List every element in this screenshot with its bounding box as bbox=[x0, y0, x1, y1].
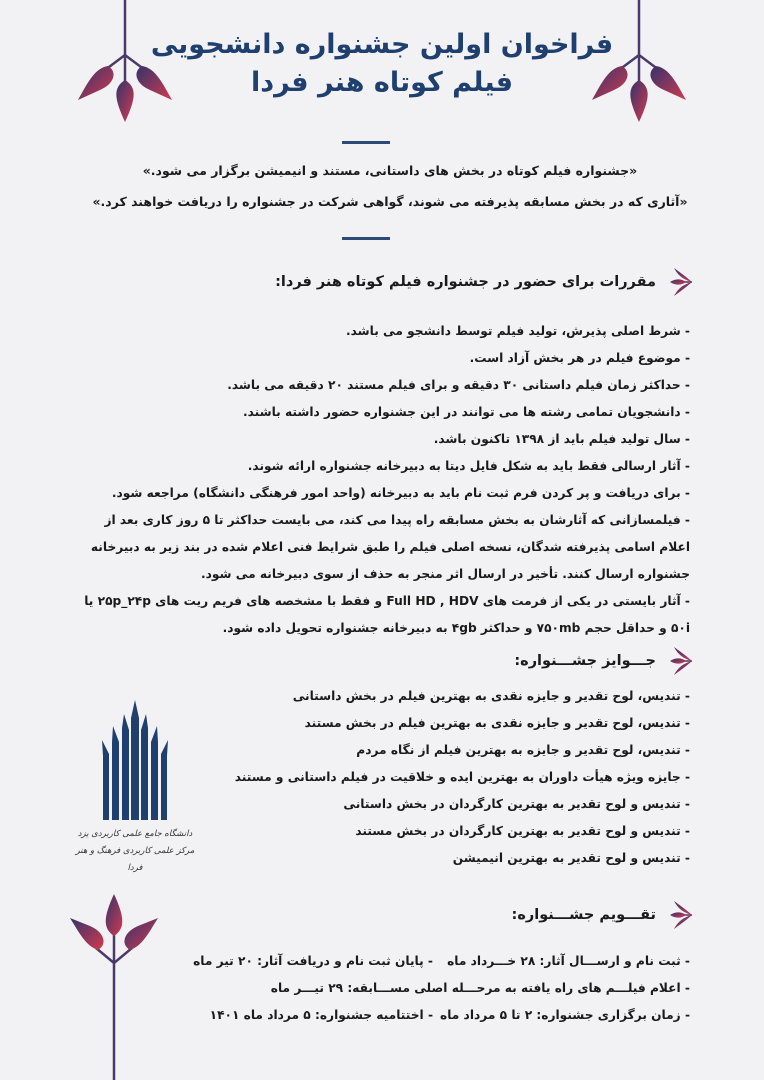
calendar-heading bbox=[512, 900, 694, 930]
calendar-heading-text: تقـــویم جشـــنواره: bbox=[511, 907, 656, 923]
divider-top bbox=[342, 141, 390, 144]
calendar-row bbox=[193, 975, 690, 1002]
calendar-row bbox=[193, 948, 690, 975]
rule-item: - آثار ارسالی فقط باید به شکل فایل دیتا به دبیرخانه جشنواره ارائه شوند. bbox=[247, 459, 690, 473]
prize-item: - تندیس، لوح تقدیر و جایزه نقدی به بهترین فیلم در بخش مستند bbox=[304, 716, 690, 730]
intro-text bbox=[80, 155, 700, 217]
rule-item: - آثار بایستی در یکی از فرمت های Full HD , HDV و فقط با مشخصه های فریم ریت های ۲۵p_۲۴p یا ۵۰i و حداقل حجم ۷۵۰mb و حداکثر ۴gb به دبیرخانه جشنواره تحویل داده شود. bbox=[84, 594, 690, 635]
leaf-bullet-icon bbox=[668, 646, 694, 676]
rule-item: - موضوع فیلم در هر بخش آزاد است. bbox=[469, 351, 690, 365]
leaf-bullet-icon bbox=[668, 900, 694, 930]
title-line-1: فراخوان اولین جشنواره دانشجویی bbox=[150, 29, 614, 60]
page-title bbox=[150, 26, 614, 102]
calendar-entry: - پایان ثبت نام و دریافت آثار: ۲۰ تیر ماه bbox=[193, 954, 433, 968]
calendar-row bbox=[193, 1002, 690, 1029]
intro-line-2: «آثاری که در بخش مسابقه پذیرفته می شوند، گواهی شرکت در جشنواره را دریافت خواهند کرد.» bbox=[92, 194, 688, 209]
rule-item: - حداکثر زمان فیلم داستانی ۳۰ دقیقه و برای فیلم مستند ۲۰ دقیقه می باشد. bbox=[227, 378, 690, 392]
calendar-list bbox=[193, 948, 690, 1029]
prize-item: - تندیس و لوح تقدیر به بهترین انیمیشن bbox=[452, 851, 690, 865]
rule-item: - برای دریافت و پر کردن فرم ثبت نام باید به دبیرخانه (واحد امور فرهنگی دانشگاه) مراجعه شود. bbox=[111, 486, 690, 500]
prizes-heading-text: جـــوایز جشـــنواره: bbox=[514, 653, 656, 669]
title-line-2: فیلم کوتاه هنر فردا bbox=[250, 67, 514, 98]
prize-item: - تندیس، لوح تقدیر و جایزه به بهترین فیلم از نگاه مردم bbox=[356, 743, 690, 757]
rule-item: - سال تولید فیلم باید از ۱۳۹۸ تاکنون باشد. bbox=[433, 432, 690, 446]
prize-item: - جایزه ویژه هیأت داوران به بهترین ایده و خلاقیت در فیلم داستانی و مستند bbox=[234, 770, 690, 784]
rules-heading bbox=[275, 267, 694, 297]
rule-item: - فیلمسازانی که آثارشان به بخش مسابقه راه پیدا می کند، می بایست حداکثر تا ۵ روز کاری بعد از اعلام اسامی پذیرفته شدگان، نسخه اصلی فیلم را طبق شرایط فنی اعلام شده در بند زیر به دبیرخانه جشنواره ارسال کنند. تأخیر در ارسال اثر منجر به حذف از سوی دبیرخانه می شود. bbox=[90, 513, 690, 581]
rule-item: - دانشجویان تمامی رشته ها می توانند در این جشنواره حضور داشته باشند. bbox=[242, 405, 690, 419]
logo-caption bbox=[74, 826, 196, 877]
intro-line-1: «جشنواره فیلم کوتاه در بخش های داستانی، مستند و انیمیشن برگزار می شود.» bbox=[142, 163, 638, 178]
rules-list-long bbox=[70, 507, 690, 642]
prizes-heading bbox=[514, 646, 694, 676]
prize-item: - تندیس و لوح تقدیر به بهترین کارگردان در بخش داستانی bbox=[343, 797, 690, 811]
logo-caption-line-1: دانشگاه جامع علمی کاربردی یزد bbox=[77, 829, 193, 839]
rule-item: - شرط اصلی پذیرش، تولید فیلم توسط دانشجو می باشد. bbox=[345, 324, 690, 338]
calendar-entry: - ثبت نام و ارســـال آثار: ۲۸ خـــرداد ماه bbox=[447, 954, 690, 968]
rules-list bbox=[112, 318, 690, 507]
calendar-entry: - زمان برگزاری جشنواره: ۲ تا ۵ مرداد ماه bbox=[440, 1008, 690, 1022]
prizes-list bbox=[235, 683, 690, 872]
calendar-entry: - اعلام فیلـــم های راه یافته به مرحـــله اصلی مســـابقه: ۲۹ تیـــر ماه bbox=[270, 981, 690, 995]
logo-caption-line-2: مرکز علمی کاربردی فرهنگ و هنر فردا bbox=[75, 846, 195, 873]
calendar-entry: - اختتامیه جشنواره: ۵ مرداد ماه ۱۴۰۱ bbox=[209, 1008, 433, 1022]
divider-bottom bbox=[342, 237, 390, 240]
prize-item: - تندیس و لوح تقدیر به بهترین کارگردان در بخش مستند bbox=[355, 824, 690, 838]
leaf-bullet-icon bbox=[668, 267, 694, 297]
upright-leaf-ornament-icon bbox=[70, 888, 180, 1080]
prize-item: - تندیس، لوح تقدیر و جایزه نقدی به بهترین فیلم در بخش داستانی bbox=[292, 689, 690, 703]
rules-heading-text: مقررات برای حضور در جشنواره فیلم کوتاه هنر فردا: bbox=[275, 274, 656, 290]
